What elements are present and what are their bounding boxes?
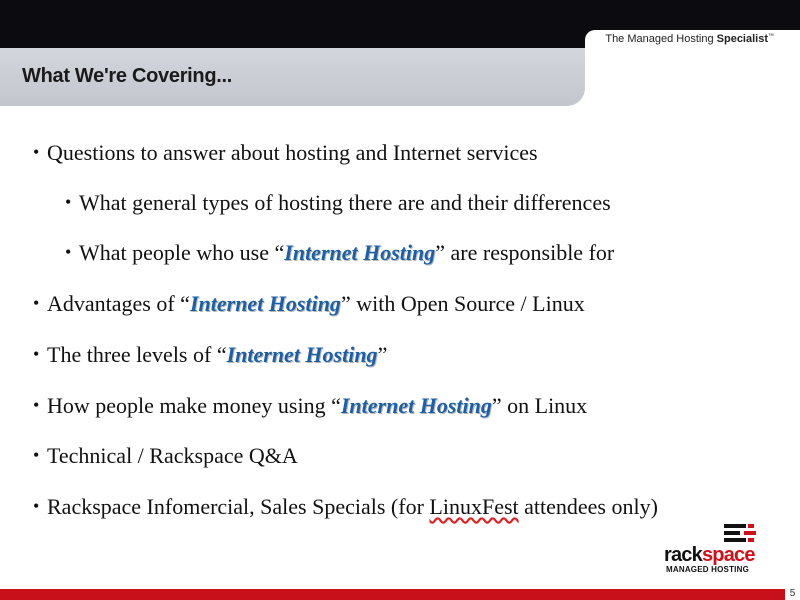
bullet-dot: • xyxy=(33,496,40,516)
tagline: The Managed Hosting Specialist™ xyxy=(605,33,774,45)
bullet-item: • How people make money using “Internet Hosting” on Linux xyxy=(33,393,588,418)
logo-subtitle: MANAGED HOSTING xyxy=(666,565,749,574)
bullet-dot: • xyxy=(33,142,40,162)
highlight-text: Internet Hosting xyxy=(189,291,341,316)
bullet-dot: • xyxy=(33,344,40,364)
spellcheck-word[interactable]: LinuxFest xyxy=(429,494,519,519)
highlight-text: Internet Hosting xyxy=(284,240,436,265)
logo-wordmark: rackspace xyxy=(664,544,755,566)
sub-bullet-item: • What general types of hosting there are and their differences xyxy=(65,190,611,215)
slide-title: What We're Covering... xyxy=(22,65,233,87)
bullet-dot: • xyxy=(33,293,40,313)
bullet-dot: • xyxy=(33,395,40,415)
bullet-item: • Advantages of “Internet Hosting” with Open Source / Linux xyxy=(33,291,585,316)
bottom-bar xyxy=(0,589,785,600)
bullet-item: • Questions to answer about hosting and Internet services xyxy=(33,140,538,165)
bullet-item: • Rackspace Infomercial, Sales Specials (for LinuxFest attendees only) xyxy=(33,494,658,519)
sub-bullet-item: • What people who use “Internet Hosting” are responsible for xyxy=(65,240,615,265)
bullet-dot: • xyxy=(65,242,72,262)
rackspace-logo xyxy=(664,524,770,574)
bullet-item: • The three levels of “Internet Hosting” xyxy=(33,342,388,367)
bullet-dot: • xyxy=(33,445,40,465)
highlight-text: Internet Hosting xyxy=(340,393,492,418)
bullet-item: • Technical / Rackspace Q&A xyxy=(33,443,298,468)
highlight-text: Internet Hosting xyxy=(226,342,378,367)
bullet-dot: • xyxy=(65,192,72,212)
page-number: 5 xyxy=(785,587,800,600)
